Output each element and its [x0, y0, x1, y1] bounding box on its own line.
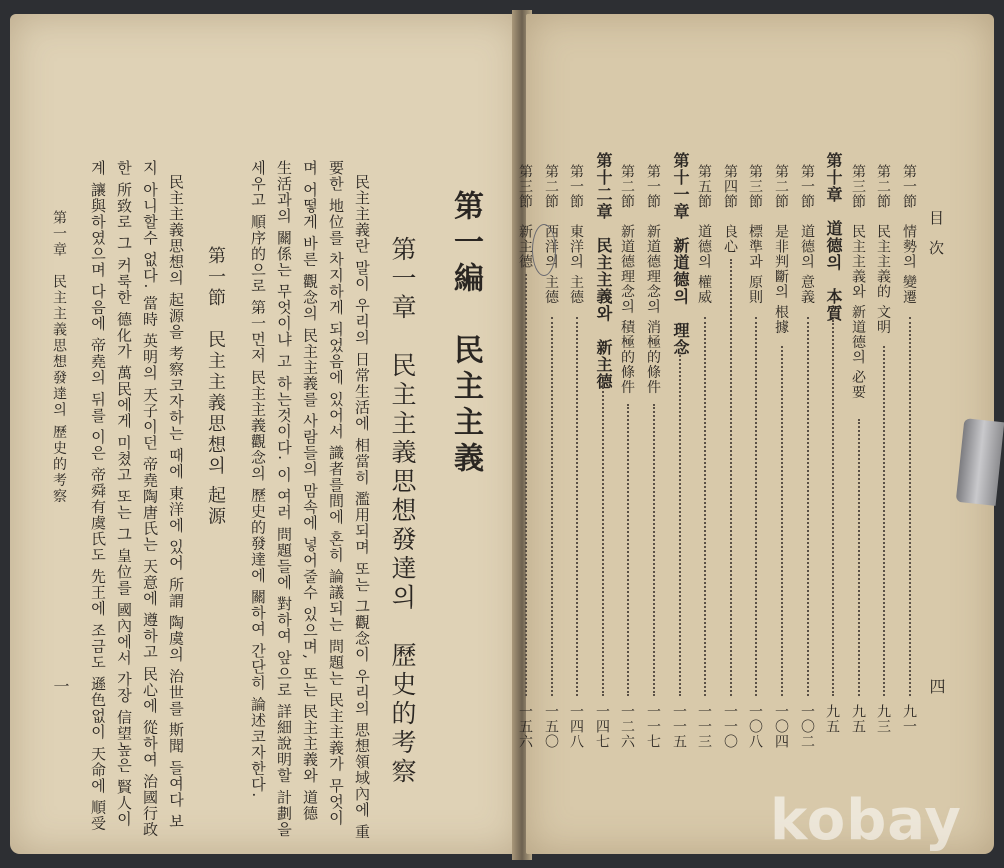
toc-entry-page: 九三: [875, 704, 891, 734]
section-line: 한 所致로 그 커룩한 德化가 萬民에게 미쳤고 또는 그 皇位를 國內에서 가장 信望높은 賢人이: [115, 160, 133, 827]
toc-leader-dots: [525, 274, 527, 697]
toc-entry-page: 九五: [824, 704, 840, 734]
toc-header: 目 次: [927, 210, 945, 255]
left-page: [10, 14, 522, 854]
toc-leader-dots: [781, 346, 783, 696]
toc-entry-page: 一〇八: [747, 704, 763, 749]
toc-entry-page: 一一五: [671, 704, 687, 749]
toc-entry-label: 第一節 道德의 意義: [799, 164, 815, 305]
toc-leader-dots: [551, 317, 553, 696]
edition-heading: 第一編 民主主義: [448, 190, 483, 478]
pencil-mark: [532, 224, 556, 276]
toc-leader-dots: [832, 320, 834, 696]
toc-leader-dots: [909, 317, 911, 696]
toc-entry-label: 第十章 道德의 本質: [824, 152, 843, 322]
intro-line: 民主主義란 말이 우리의 日常生活에 相當히 濫用되며 또는 그觀念이 우리의 思想領域內에 重: [353, 174, 371, 840]
toc-entry-page: 一〇二: [799, 704, 815, 749]
toc-entry-label: 第二節 是非判斷의 根據: [773, 164, 789, 335]
toc-entry-label: 第三節 標準과 原則: [747, 164, 763, 305]
toc-leader-dots: [576, 317, 578, 696]
page-number: 一: [51, 678, 70, 694]
toc-entry-label: 第十一章 新道德의 理念: [671, 152, 690, 356]
running-header: 第一章 民主主義思想發達의 歷史的考察: [51, 210, 67, 505]
toc-entry-page: 一〇四: [773, 704, 789, 749]
toc-entry-page: 一四七: [594, 704, 610, 749]
toc-entry-page: 一五六: [517, 704, 533, 749]
toc-entry-page: 一一〇: [722, 704, 738, 749]
intro-line: 며 어떻게 바른 觀念의 民主主義를 사람들의 맘속에 넣어줄수 있으며, 또는 民主主義와 道德: [301, 160, 319, 822]
toc-leader-dots: [858, 419, 860, 697]
toc-entry-page: 一一七: [645, 704, 661, 749]
intro-line: 要한 地位를 차지하게 되었음에 있어서 識者를間에 혼히 論議되는 問題는 民主主義가 무엇이: [327, 160, 345, 826]
toc-leader-dots: [602, 384, 604, 696]
metal-clip: [956, 418, 1004, 506]
toc-entry-page: 一五〇: [543, 704, 559, 749]
section-line: 民主主義思想의 起源을 考察코자하는 때에 東洋에 있어 所謂 陶虞의 治世를 斯聞 들여다 보: [167, 174, 185, 830]
toc-entry-page: 一二六: [619, 704, 635, 749]
right-page: [517, 14, 994, 854]
section-line: 계 讓與하였으며 다음에 帝堯의 뒤를 이은 帝舜有虞氏도 先王에 조금도 遜色없이 天命에 順受: [89, 160, 107, 832]
intro-line: 세우고 順序的으로 第一먼저 民主主義觀念의 歷史的發達에 關하여 간단히 論述코자한다.: [249, 160, 267, 799]
intro-line: 生活과의 關係는 무엇이냐 고 하는것이다. 이 여러 問題들에 對하여 앞으로 詳細說明할 計劃을: [275, 160, 293, 838]
page-number: 四: [927, 678, 946, 694]
toc-entry-page: 一一三: [696, 704, 712, 749]
toc-entry-label: 第一節 新道德理念의 消極的條件: [645, 164, 661, 395]
toc-entry-label: 第二節 西洋의 主德: [543, 164, 559, 305]
toc-leader-dots: [807, 317, 809, 696]
toc-entry-label: 第十二章 民主主義와 新主德: [594, 152, 613, 390]
toc-leader-dots: [730, 259, 732, 696]
section-line: 지 아니할수 없다. 當時 英明의 天子이던 帝堯陶唐氏는 天意에 遵하고 民心에 從하여 治國行政: [141, 160, 159, 838]
toc-entry-label: 第四節 良心: [722, 164, 738, 254]
toc-entry-page: 九五: [850, 704, 866, 734]
toc-leader-dots: [627, 404, 629, 696]
watermark: kobay: [770, 788, 962, 853]
chapter-heading: 第一章 民主主義思想發達의 歷史的考察: [388, 236, 417, 787]
toc-entry-label: 第一節 東洋의 主德: [568, 164, 584, 305]
toc-entry-label: 第三節 民主主義와 新道德의 必要: [850, 164, 866, 400]
toc-leader-dots: [679, 352, 681, 696]
toc-entry-page: 九一: [901, 704, 917, 734]
toc-leader-dots: [883, 346, 885, 696]
toc-leader-dots: [755, 317, 757, 696]
toc-entry-label: 第二節 新道德理念의 積極的條件: [619, 164, 635, 395]
toc-entry-page: 一四八: [568, 704, 584, 749]
toc-leader-dots: [653, 404, 655, 696]
toc-entry-label: 第二節 民主主義的 文明: [875, 164, 891, 335]
toc-entry-label: 第五節 道德의 權威: [696, 164, 712, 305]
toc-leader-dots: [704, 317, 706, 696]
toc-entry-label: 第三節 新主德: [517, 164, 533, 269]
section-heading: 第一節 民主主義思想의 起源: [205, 246, 226, 528]
toc-entry-label: 第一節 情勢의 變遷: [901, 164, 917, 305]
